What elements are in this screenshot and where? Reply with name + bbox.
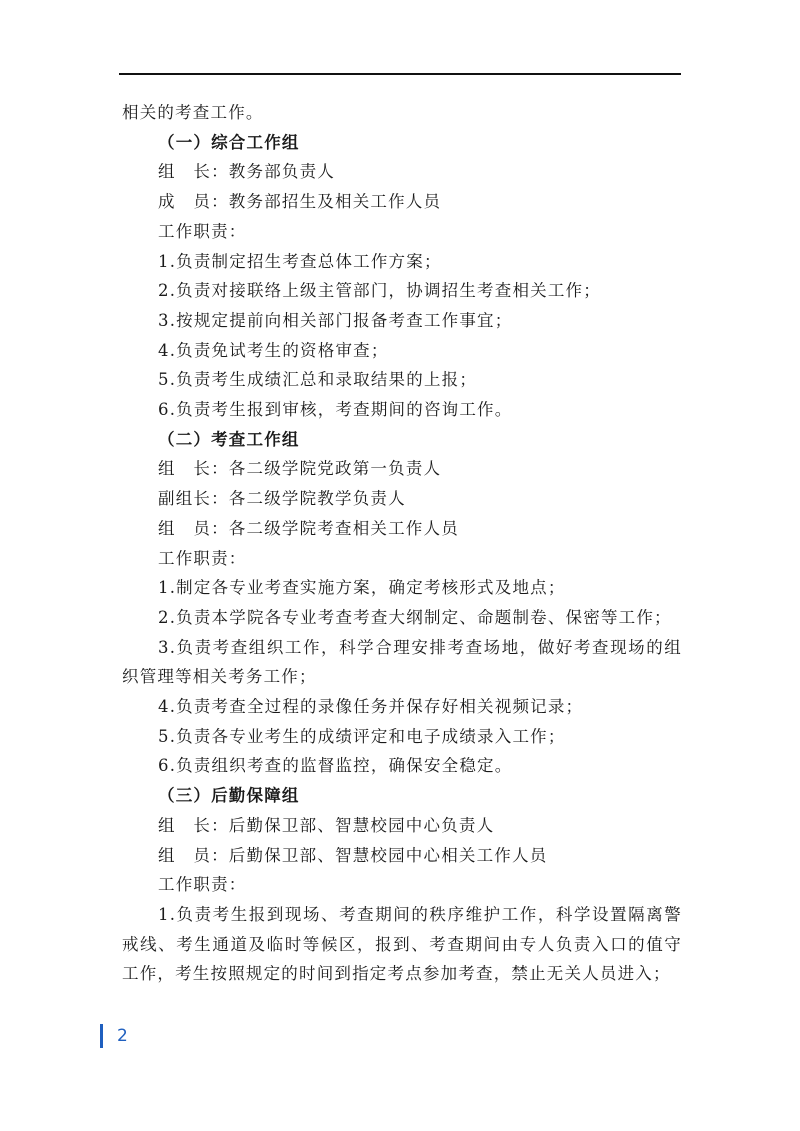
paragraph: 相关的考查工作。: [122, 103, 264, 122]
list-item: 5.负责各专业考生的成绩评定和电子成绩录入工作；: [158, 726, 566, 746]
list-item: 3.负责考查组织工作，科学合理安排考查场地，做好考查现场的组织管理等相关考务工作；: [122, 637, 682, 687]
list-item: 1.负责考生报到现场、考查期间的秩序维护工作，科学设置隔离警戒线、考生通道及临时等候区，报到、考查期间由专人负责入口的值守工作，考生按照规定的时间到指定考点参加考查，禁止无关人员进入；: [122, 904, 682, 984]
header-rule: [119, 73, 681, 75]
list-item: 6.负责考生报到审核，考查期间的咨询工作。: [158, 400, 513, 420]
paragraph: 工作职责：: [158, 548, 247, 568]
paragraph: 成 员：教务部招生及相关工作人员: [158, 192, 442, 212]
list-item: 5.负责考生成绩汇总和录取结果的上报；: [158, 370, 478, 390]
list-item: 6.负责组织考查的监督监控，确保安全稳定。: [158, 756, 513, 776]
paragraph: 组 员：各二级学院考查相关工作人员: [158, 518, 459, 538]
paragraph: 副组长：各二级学院教学负责人: [158, 489, 406, 509]
list-item: 1.负责制定招生考查总体工作方案；: [158, 251, 442, 271]
list-item: 4.负责免试考生的资格审查；: [158, 340, 389, 360]
page-footer: [100, 1024, 128, 1048]
list-item: 2.负责本学院各专业考查考查大纲制定、命题制卷、保密等工作；: [158, 607, 672, 627]
section-heading-3: （三）后勤保障组: [158, 786, 300, 806]
paragraph: 组 员：后勤保卫部、智慧校园中心相关工作人员: [158, 845, 548, 865]
section-heading-1: （一）综合工作组: [158, 132, 300, 152]
list-item: 1.制定各专业考查实施方案，确定考核形式及地点；: [158, 578, 566, 598]
page-number: 2: [117, 1026, 128, 1046]
page-number-bar: [100, 1024, 103, 1048]
list-item: 2.负责对接联络上级主管部门，协调招生考查相关工作；: [158, 281, 601, 301]
list-item: 3.按规定提前向相关部门报备考查工作事宜；: [158, 310, 513, 330]
paragraph: 工作职责：: [158, 221, 247, 241]
section-heading-2: （二）考查工作组: [158, 429, 300, 449]
paragraph: 组 长：后勤保卫部、智慧校园中心负责人: [158, 815, 495, 835]
list-item: 4.负责考查全过程的录像任务并保存好相关视频记录；: [158, 697, 584, 717]
paragraph: 组 长：教务部负责人: [158, 162, 335, 182]
paragraph: 组 长：各二级学院党政第一负责人: [158, 459, 442, 479]
document-body: [122, 98, 682, 989]
paragraph: 工作职责：: [158, 875, 247, 895]
